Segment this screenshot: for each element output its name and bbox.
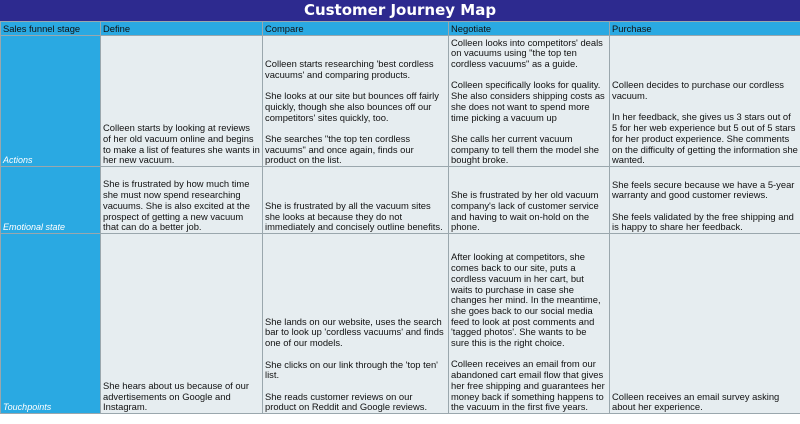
cell-text: She is frustrated by all the vacuum sites she looks at because they do not immediately and concisely outline benefits.: [265, 199, 443, 233]
header-sales-funnel-stage: Sales funnel stage: [1, 22, 101, 36]
cell-text: She looks at our site but bounces off fairly quickly, though she also bounces off our competitors' sites quickly, too.: [265, 90, 439, 123]
cell-touchpoints-negotiate: [449, 234, 610, 414]
header-purchase: Purchase: [610, 22, 800, 36]
cell-touchpoints-compare: [263, 234, 449, 414]
cell-text: She searches "the top ten cordless vacuums" and once again, finds our product on the list.: [265, 132, 414, 166]
cell-text: She reads customer reviews on our product on Reddit and Google reviews.: [265, 390, 428, 413]
cell-text: She lands on our website, uses the search bar to look up 'cordless vacuums' and finds one of our models.: [265, 315, 444, 349]
cell-text: She feels secure because we have a 5-year warranty and good customer reviews.: [612, 178, 795, 201]
cell-text: Colleen receives an email from our abandoned cart email flow that gives her free shipping and guarantees her money back if something happens to the vacuum in the first five years.: [451, 358, 605, 413]
stage-label-emotional-state: Emotional state: [1, 167, 101, 234]
cell-text: She hears about us because of our advertisements on Google and Instagram.: [103, 379, 249, 413]
cell-text: After looking at competitors, she comes back to our site, puts a cordless vacuum in her cart, but waits to purchase in case she changes her mind. In the meantime, she goes back to our social media feed to look at post comments and 'tagged photos'. She wants to be sure this is the right choice.: [451, 251, 601, 349]
cell-touchpoints-purchase: [610, 234, 800, 414]
cell-text: She is frustrated by how much time she must now spend researching vacuums. She is also excited at the prospect of getting a new vacuum that can do a better job.: [103, 178, 250, 233]
cell-emotional-negotiate: [449, 167, 610, 234]
cell-text: Colleen starts researching 'best cordless vacuums' and comparing products.: [265, 58, 434, 80]
cell-text: She calls her current vacuum company to tell them the model she bought broke.: [451, 132, 599, 166]
header-compare: Compare: [263, 22, 449, 36]
page-title: Customer Journey Map: [0, 0, 800, 21]
stage-label-touchpoints: Touchpoints: [1, 234, 101, 414]
table-row-touchpoints: [1, 234, 800, 414]
cell-text: She feels validated by the free shipping and is happy to share her feedback.: [612, 210, 794, 233]
cell-actions-compare: [263, 36, 449, 167]
cell-text: Colleen specifically looks for quality. She also considers shipping costs as she does not want to spend more time picking a vacuum up: [451, 79, 605, 123]
cell-text: Colleen receives an email survey asking about her experience.: [612, 390, 780, 413]
header-negotiate: Negotiate: [449, 22, 610, 36]
table-row-actions: [1, 36, 800, 167]
cell-text: Colleen decides to purchase our cordless vacuum.: [612, 79, 784, 102]
cell-emotional-compare: [263, 167, 449, 234]
cell-actions-negotiate: [449, 36, 610, 167]
cell-emotional-purchase: [610, 167, 800, 234]
cell-actions-define: [101, 36, 263, 167]
header-row: [1, 22, 800, 36]
journey-map-table: [0, 21, 800, 414]
header-define: Define: [101, 22, 263, 36]
cell-actions-purchase: [610, 36, 800, 167]
cell-touchpoints-define: [101, 234, 263, 414]
cell-emotional-define: [101, 167, 263, 234]
cell-text: She clicks on our link through the 'top ten' list.: [265, 358, 438, 381]
cell-text: Colleen looks into competitors' deals on vacuums using "the top ten cordless vacuums" as a guide.: [451, 36, 603, 69]
cell-text: Colleen starts by looking at reviews of her old vacuum online and begins to make a list of features she wants in her new vacuum.: [103, 122, 260, 166]
stage-label-actions: Actions: [1, 36, 101, 167]
cell-text: In her feedback, she gives us 3 stars out of 5 for her web experience but 5 out of 5 stars for her product experience. She comments on the difficulty of getting the information she wanted.: [612, 111, 798, 166]
cell-text: She is frustrated by her old vacuum company's lack of customer service and having to wait on-hold on the phone.: [451, 189, 599, 233]
table-row-emotional-state: [1, 167, 800, 234]
